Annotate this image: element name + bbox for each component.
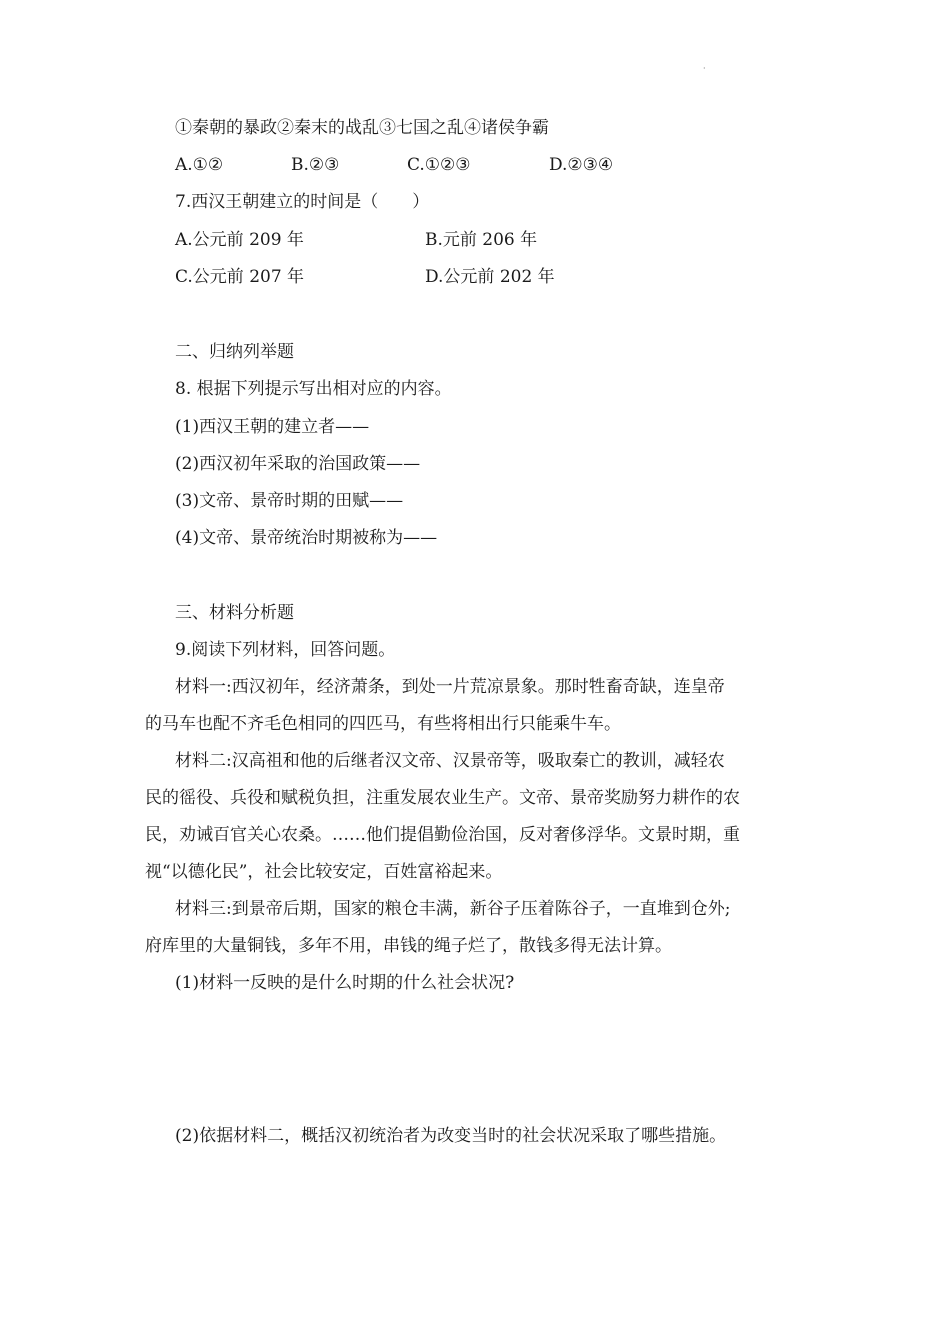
material1-line-2: 的马车也配不齐毛色相同的四匹马，有些将相出行只能乘牛车。 xyxy=(145,714,621,734)
sub-question-2: (2)依据材料二，概括汉初统治者为改变当时的社会状况采取了哪些措施。 xyxy=(175,1126,727,1146)
q7-option-d: D.公元前 202 年 xyxy=(425,267,555,287)
q6-option-c: C.①②③ xyxy=(407,155,471,175)
q7-option-a: A.公元前 209 年 xyxy=(175,230,304,250)
material2-line-1: 材料二:汉高祖和他的后继者汉文帝、汉景帝等，吸取秦亡的教训，减轻农 xyxy=(175,751,725,771)
answer-space-1[interactable] xyxy=(145,1000,805,1120)
q7-option-c: C.公元前 207 年 xyxy=(175,267,305,287)
material2-line-3: 民，劝诫百官关心农桑。……他们提倡勤俭治国，反对奢侈浮华。文景时期，重 xyxy=(145,825,740,845)
material1-line-1: 材料一:西汉初年，经济萧条，到处一片荒凉景象。那时牲畜奇缺，连皇帝 xyxy=(175,677,725,697)
q6-stem-items: ①秦朝的暴政②秦末的战乱③七国之乱④诸侯争霸 xyxy=(175,118,549,138)
material3-line-2: 府库里的大量铜钱，多年不用，串钱的绳子烂了，散钱多得无法计算。 xyxy=(145,936,672,956)
material2-line-2: 民的徭役、兵役和赋税负担，注重发展农业生产。文帝、景帝奖励努力耕作的农 xyxy=(145,788,740,808)
section2-heading: 二、归纳列举题 xyxy=(175,342,294,362)
sub-question-1: (1)材料一反映的是什么时期的什么社会状况? xyxy=(175,973,515,993)
q6-option-d: D.②③④ xyxy=(549,155,614,175)
q7-option-b: B.元前 206 年 xyxy=(425,230,538,250)
q7-stem: 7.西汉王朝建立的时间是（ ） xyxy=(175,192,430,212)
page-marker: · xyxy=(703,64,706,73)
section3-heading: 三、材料分析题 xyxy=(175,603,294,623)
q8-item-4: (4)文帝、景帝统治时期被称为—— xyxy=(175,528,438,548)
material3-line-1: 材料三:到景帝后期，国家的粮仓丰满，新谷子压着陈谷子，一直堆到仓外; xyxy=(175,899,731,919)
q8-item-2: (2)西汉初年采取的治国政策—— xyxy=(175,454,421,474)
q8-item-1: (1)西汉王朝的建立者—— xyxy=(175,417,370,437)
answer-space-2[interactable] xyxy=(145,1155,805,1305)
q9-stem: 9.阅读下列材料，回答问题。 xyxy=(175,640,396,660)
q8-item-3: (3)文帝、景帝时期的田赋—— xyxy=(175,491,404,511)
q6-option-b: B.②③ xyxy=(291,155,340,175)
q6-option-a: A.①② xyxy=(175,155,224,175)
q8-stem: 8. 根据下列提示写出相对应的内容。 xyxy=(175,379,452,399)
material2-line-4: 视“以德化民”，社会比较安定，百姓富裕起来。 xyxy=(145,862,503,882)
